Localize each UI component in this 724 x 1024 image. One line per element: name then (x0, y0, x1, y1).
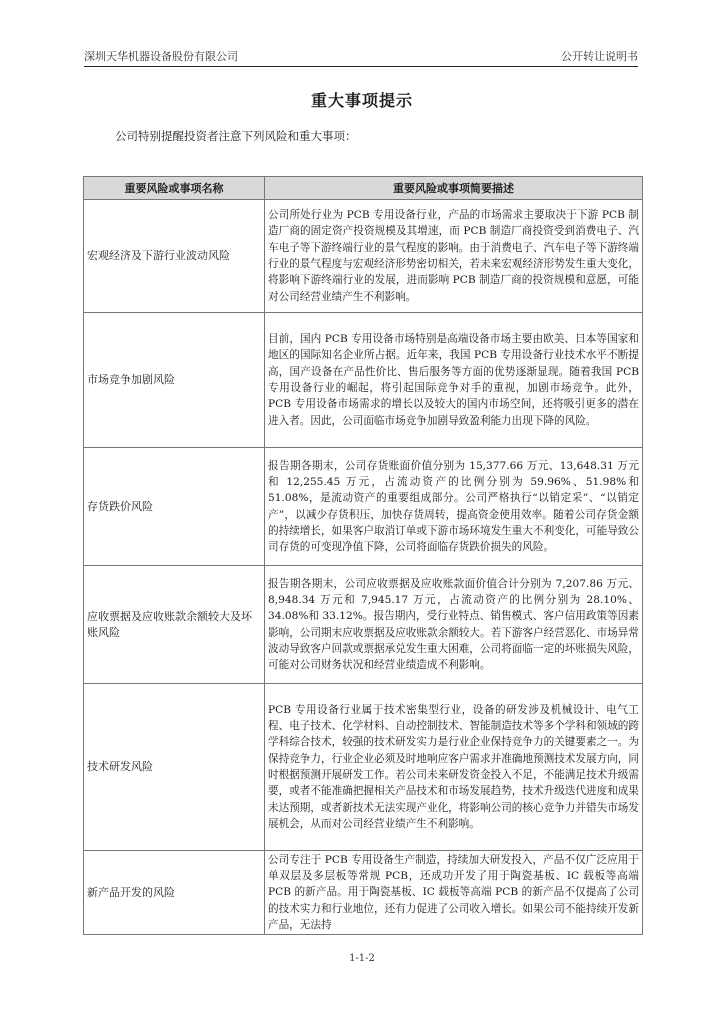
column-header-description: 重要风险或事项简要描述 (265, 177, 643, 200)
risk-name: 新产品开发的风险 (84, 851, 265, 935)
table-header-row (84, 177, 643, 200)
risk-description: 报告期各期末，公司应收票据及应收账款面价值合计分别为 7,207.86 万元、8,948.34 万元和 7,945.17 万元，占流动资产的比例分别为 28.10%、34.08%和 33.12%。报告期内，受行业特点、销售模式、客户信用政策等因素影响，公司期末应收票据及应收账款余额较大。若下游客户经营恶化、市场异常波动导致客户回款或票据承兑发生重大困难，公司将面临一定的坏账损失风险，可能对公司财务状况和经营业绩造成不利影响。 (265, 566, 643, 684)
risk-name: 存货跌价风险 (84, 448, 265, 566)
header-divider (84, 66, 638, 67)
risk-name: 宏观经济及下游行业波动风险 (84, 200, 265, 313)
risk-description: 目前，国内 PCB 专用设备市场特别是高端设备市场主要由欧美、日本等国家和地区的国际知名企业所占据。近年来，我国 PCB 专用设备行业技术水平不断提高，国产设备在产品性价比、售后服务等方面的优势逐渐显现。随着我国 PCB 专用设备行业的崛起，将引起国际竞争对手的重视，加剧市场竞争。此外，PCB 专用设备市场需求的增长以及较大的国内市场空间，还将吸引更多的潜在进入者。因此，公司面临市场竞争加剧导致盈利能力出现下降的风险。 (265, 313, 643, 448)
risk-description: PCB 专用设备行业属于技术密集型行业，设备的研发涉及机械设计、电气工程、电子技术、化学材料、自动控制技术、智能制造技术等多个学科和领域的跨学科综合技术，较强的技术研发实力是行业企业保持竞争力的关键要素之一。为保持竞争力，行业企业必须及时地响应客户需求并准确地预测技术发展方向，同时根据预测开展研发工作。若公司未来研发资金投入不足，不能满足技术升级需要，或者不能准确把握相关产品技术和市场发展趋势，技术升级迭代进度和成果未达预期，或者新技术无法实现产业化，将影响公司的核心竞争力并错失市场发展机会，从而对公司经营业绩产生不利影响。 (265, 684, 643, 851)
page-header (84, 50, 638, 66)
table-row (84, 684, 643, 851)
header-company-name: 深圳天华机器设备股份有限公司 (84, 50, 238, 63)
risk-table (83, 176, 643, 935)
risk-description: 公司所处行业为 PCB 专用设备行业，产品的市场需求主要取决于下游 PCB 制造厂商的固定资产投资规模及其增速，而 PCB 制造厂商投资受到消费电子、汽车电子等下游终端行业的景气程度的影响。由于消费电子、汽车电子等下游终端行业的景气程度与宏观经济形势密切相关，若未来宏观经济形势发生重大变化，将影响下游终端行业的发展，进而影响 PCB 制造厂商的投资规模和意愿，可能对公司经营业绩产生不利影响。 (265, 200, 643, 313)
risk-description: 公司专注于 PCB 专用设备生产制造，持续加大研发投入，产品不仅广泛应用于单双层及多层板等常规 PCB，还成功开发了用于陶瓷基板、IC 载板等高端 PCB 的新产品。用于陶瓷基板、IC 载板等高端 PCB 的新产品不仅提高了公司的技术实力和行业地位，还有力促进了公司收入增长。如果公司不能持续开发新产品，无法持 (265, 851, 643, 935)
column-header-name: 重要风险或事项名称 (84, 177, 265, 200)
risk-name: 市场竞争加剧风险 (84, 313, 265, 448)
intro-paragraph: 公司特别提醒投资者注意下列风险和重大事项： (115, 129, 357, 143)
risk-name: 技术研发风险 (84, 684, 265, 851)
page-number: 1-1-2 (349, 953, 375, 964)
page-title: 重大事项提示 (310, 91, 413, 110)
header-document-type: 公开转让说明书 (561, 50, 638, 63)
table-row (84, 851, 643, 935)
risk-description: 报告期各期末，公司存货账面价值分别为 15,377.66 万元、13,648.31 万元和 12,255.45 万元，占流动资产的比例分别为 59.96%、51.98%和 51.08%，是流动资产的重要组成部分。公司严格执行“以销定采”、“以销定产”，以减少存货积压，加快存货周转，提高资金使用效率。随着公司存货金额的持续增长，如果客户取消订单或下游市场环境发生重大不利变化，可能导致公司存货的可变现净值下降，公司将面临存货跌价损失的风险。 (265, 448, 643, 566)
table-row (84, 200, 643, 313)
risk-name: 应收票据及应收账款余额较大及坏账风险 (84, 566, 265, 684)
table-row (84, 313, 643, 448)
table-row (84, 448, 643, 566)
table-row (84, 566, 643, 684)
